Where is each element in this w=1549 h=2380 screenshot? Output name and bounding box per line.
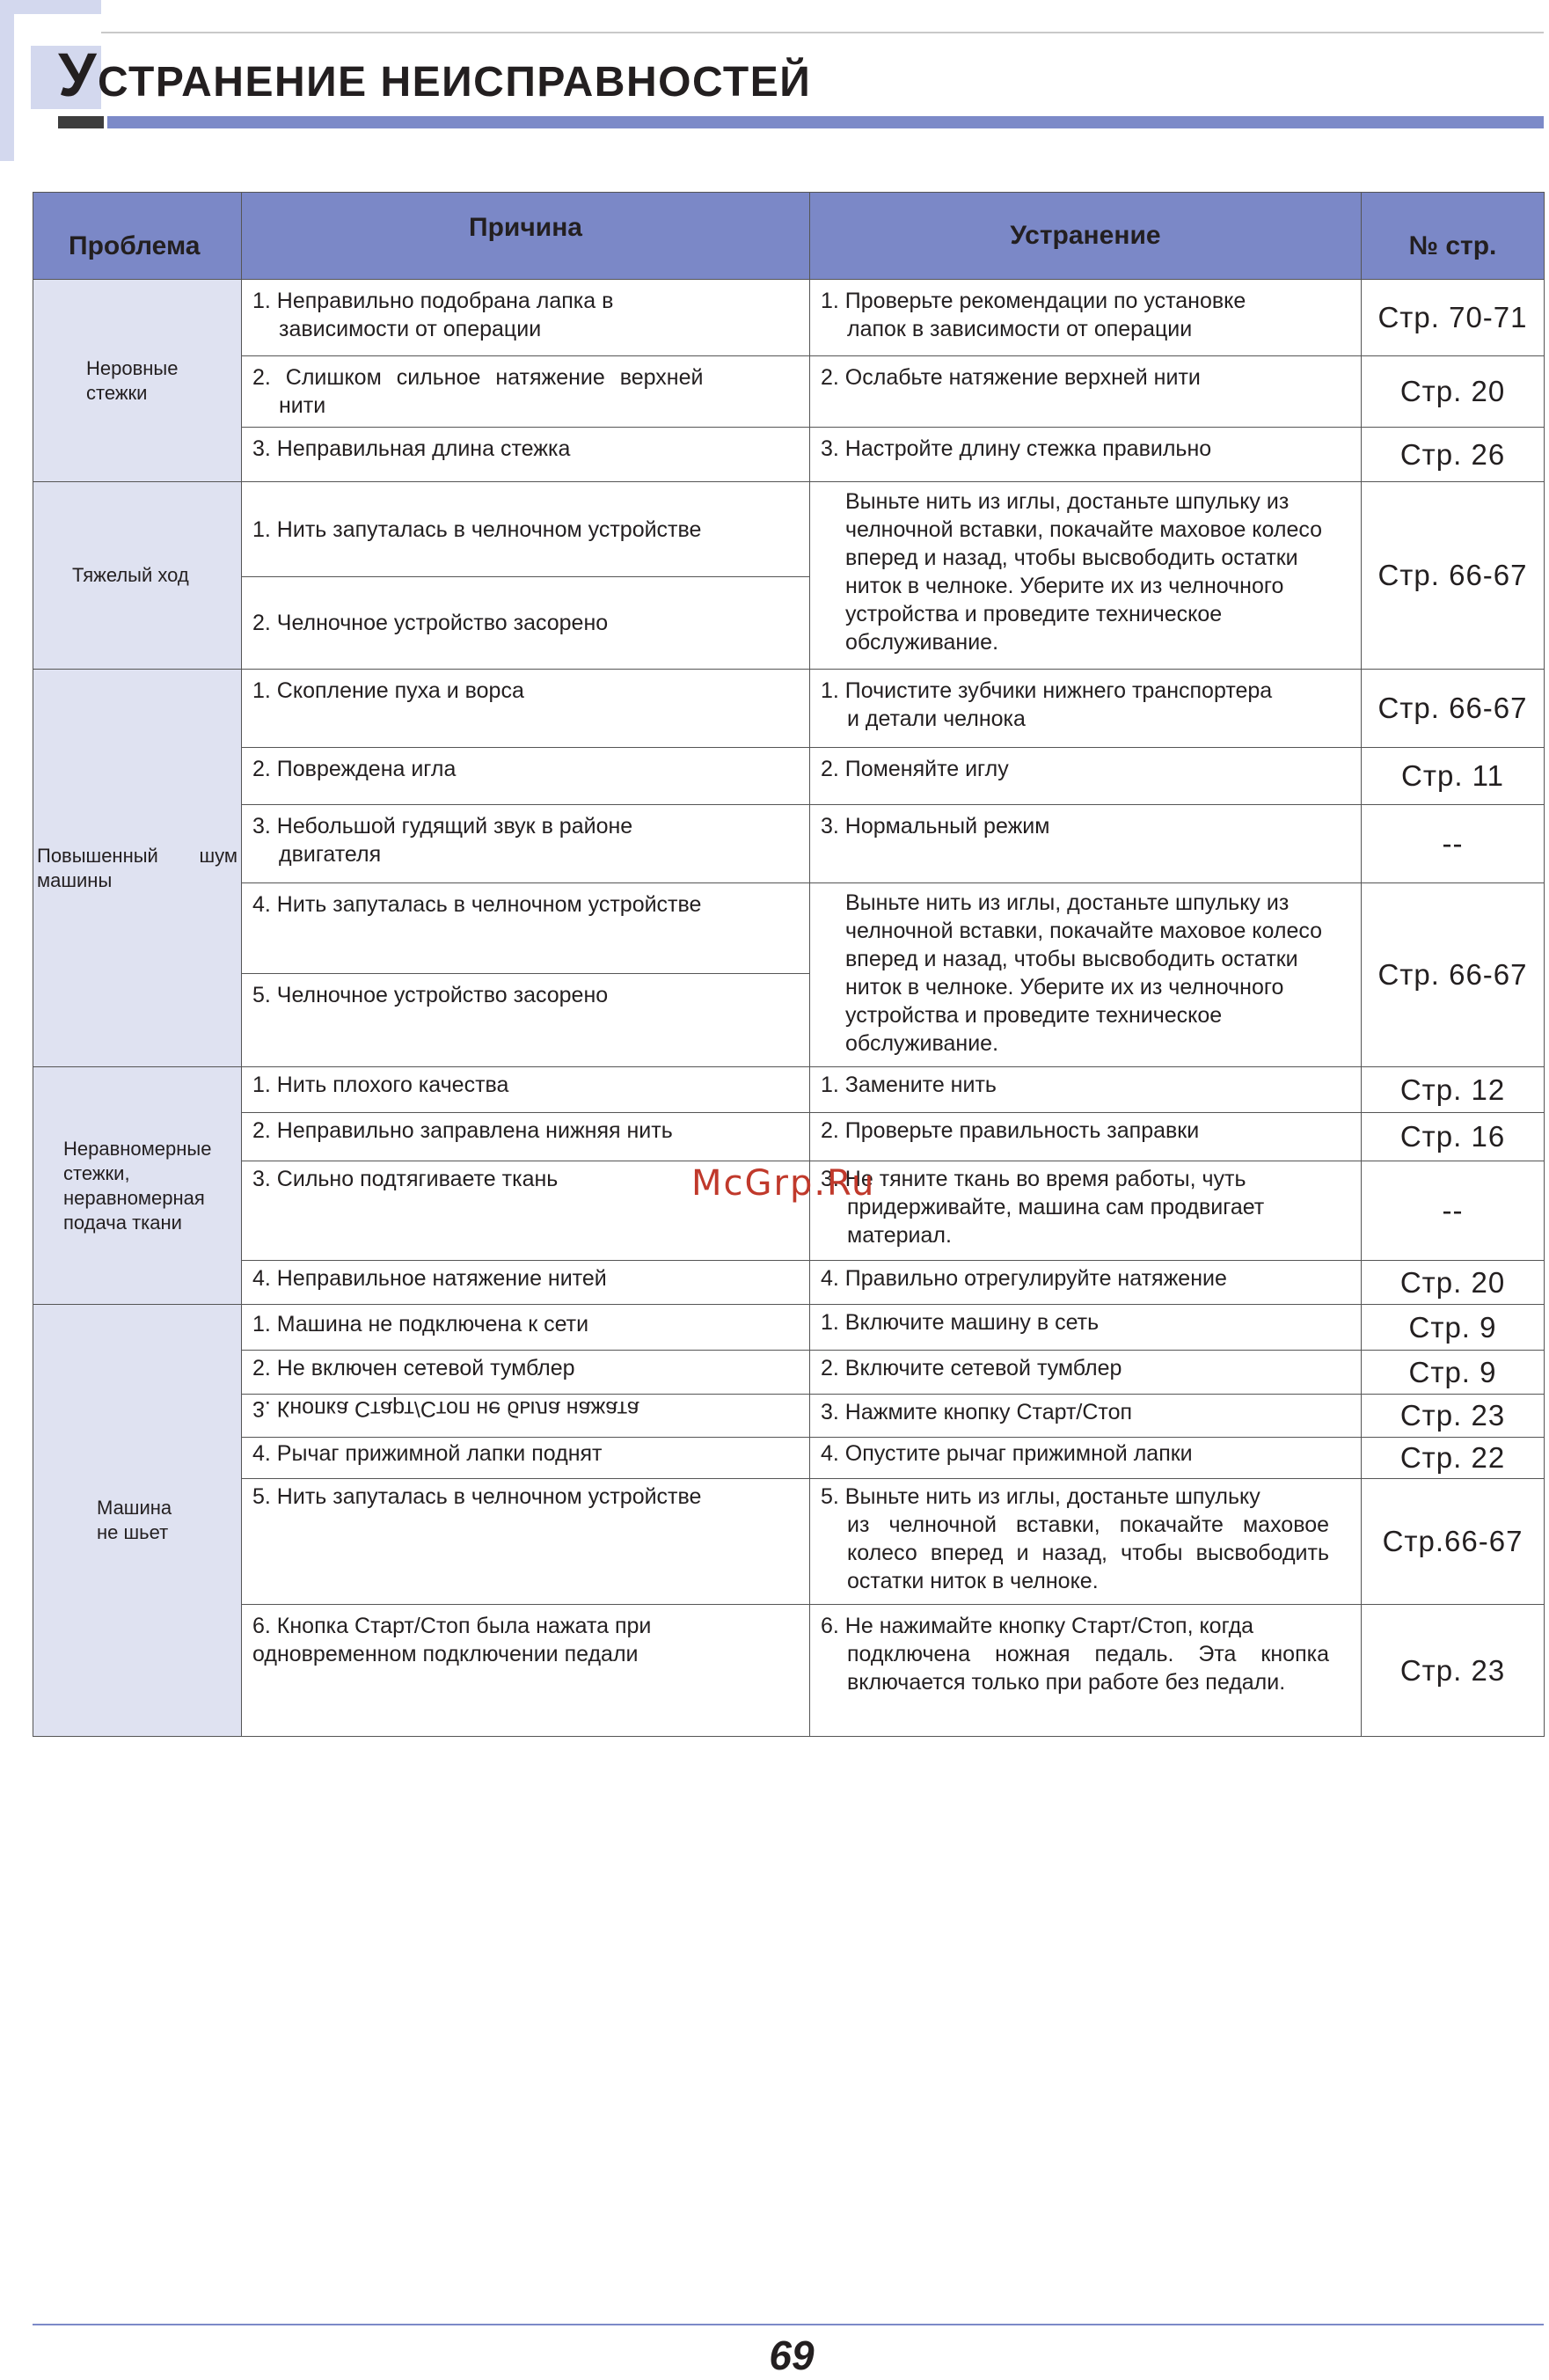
problem-line: Неровные xyxy=(86,356,179,379)
page-cell: Стр. 66-67 xyxy=(1362,670,1545,748)
problem-line: стежки xyxy=(86,381,148,404)
page-cell: Стр. 12 xyxy=(1362,1067,1545,1113)
remedy-cell: 3. Нормальный режим xyxy=(810,805,1362,883)
cause-cell xyxy=(242,280,810,356)
cause-cell: 1. Нить плохого качества xyxy=(242,1067,810,1113)
table-row xyxy=(33,1395,1545,1438)
remedy-cell: 2. Ослабьте натяжение верхней нити xyxy=(810,356,1362,428)
page-cell: -- xyxy=(1362,1161,1545,1261)
title-first-letter: У xyxy=(58,40,99,109)
table-row xyxy=(33,428,1545,482)
remedy-cell: Выньте нить из иглы, достаньте шпульку из челночной вставки, покачайте маховое колесо вперед и назад, чтобы высвободить остатки ниток в челноке. Уберите их из челночного устройства и проведите техническое обслуживание. xyxy=(810,883,1362,1067)
page-cell: Стр. 11 xyxy=(1362,748,1545,805)
page-cell: Стр.66-67 xyxy=(1362,1479,1545,1605)
cause-cell: 1. Машина не подключена к сети xyxy=(242,1305,810,1351)
cause-text: двигателя xyxy=(279,842,382,867)
problem-cell: Тяжелый ход xyxy=(33,482,242,670)
remedy-text: и детали челнока xyxy=(847,707,1026,731)
cause-text: зависимости от операции xyxy=(279,317,542,341)
remedy-cell xyxy=(810,1479,1362,1605)
problem-cell xyxy=(33,1305,242,1737)
remedy-text: материал. xyxy=(847,1223,952,1248)
problem-line: Машина xyxy=(97,1497,172,1519)
cause-text: 1. Неправильно подобрана лапка в xyxy=(252,289,614,313)
cause-cell: 1. Скопление пуха и ворса xyxy=(242,670,810,748)
cause-cell: 4. Неправильное натяжение нитей xyxy=(242,1261,810,1305)
remedy-cell: 3. Настройте длину стежка правильно xyxy=(810,428,1362,482)
remedy-cell xyxy=(810,670,1362,748)
remedy-cell: 1. Замените нить xyxy=(810,1067,1362,1113)
cause-cell: 6. Кнопка Старт/Стоп была нажата при одновременном подключении педали xyxy=(242,1605,810,1737)
page-cell: Стр. 70-71 xyxy=(1362,280,1545,356)
cause-cell: 5. Челночное устройство засорено xyxy=(242,974,810,1067)
table-row xyxy=(33,482,1545,577)
remedy-cell: 2. Включите сетевой тумблер xyxy=(810,1351,1362,1395)
page-cell: Стр. 23 xyxy=(1362,1395,1545,1438)
remedy-cell xyxy=(810,1605,1362,1737)
remedy-text: 5. Выньте нить из иглы, достаньте шпульку xyxy=(821,1484,1260,1509)
page-cell: Стр. 20 xyxy=(1362,1261,1545,1305)
page-cell: Стр. 22 xyxy=(1362,1438,1545,1479)
page-cell: Стр. 66-67 xyxy=(1362,883,1545,1067)
page-cell: Стр. 9 xyxy=(1362,1305,1545,1351)
watermark: McGrp.Ru xyxy=(691,1163,876,1204)
title-underline-dark xyxy=(58,116,104,128)
page-number: 69 xyxy=(769,2332,815,2378)
problem-line: стежки, xyxy=(63,1161,130,1184)
remedy-text: лапок в зависимости от операции xyxy=(847,317,1193,341)
problem-cell xyxy=(33,280,242,482)
table-row xyxy=(33,748,1545,805)
page-cell: -- xyxy=(1362,805,1545,883)
remedy-cell: 2. Поменяйте иглу xyxy=(810,748,1362,805)
troubleshooting-table xyxy=(33,192,1545,1737)
cause-cell xyxy=(242,805,810,883)
remedy-cell: 4. Правильно отрегулируйте натяжение xyxy=(810,1261,1362,1305)
table-row xyxy=(33,1067,1545,1113)
page-cell: Стр. 20 xyxy=(1362,356,1545,428)
problem-line: Неравномерные xyxy=(63,1137,212,1160)
table-row xyxy=(33,1438,1545,1479)
table-row xyxy=(33,883,1545,974)
cause-cell: 4. Рычаг прижимной лапки поднят xyxy=(242,1438,810,1479)
remedy-cell xyxy=(810,280,1362,356)
page-cell: Стр. 23 xyxy=(1362,1605,1545,1737)
table-row xyxy=(33,1605,1545,1737)
cause-cell: 3. Неправильная длина стежка xyxy=(242,428,810,482)
remedy-text: придерживайте, машина сам продвигает xyxy=(847,1195,1265,1219)
cause-text: 3. Небольшой гудящий звук в районе xyxy=(252,814,633,838)
cause-cell: 3. Сильно подтягиваете ткань xyxy=(242,1161,810,1261)
table-header-row xyxy=(33,193,1545,280)
footer-rule xyxy=(33,2324,1544,2325)
problem-cell xyxy=(33,1067,242,1305)
page-cell: Стр. 26 xyxy=(1362,428,1545,482)
problem-text: Повышенный шум машины xyxy=(37,844,237,891)
remedy-text: из челночной вставки, покачайте маховое колесо вперед и назад, чтобы высвободить остатки ниток в челноке. xyxy=(847,1512,1329,1593)
page-cell: Стр. 9 xyxy=(1362,1351,1545,1395)
remedy-text: подключена ножная педаль. Эта кнопка включается только при работе без педали. xyxy=(847,1642,1329,1695)
remedy-cell: Выньте нить из иглы, достаньте шпульку из челночной вставки, покачайте маховое колесо вперед и назад, чтобы высвободить остатки ниток в челноке. Уберите их из челночного устройства и проведите техническое обслуживание. xyxy=(810,482,1362,670)
cause-cell: 4. Нить запуталась в челночном устройстве xyxy=(242,883,810,974)
table-row xyxy=(33,356,1545,428)
remedy-text: 3. Не тяните ткань во время работы, чуть xyxy=(821,1167,1246,1191)
table-row xyxy=(33,1351,1545,1395)
title-underline-blue xyxy=(107,116,1544,128)
title-rest: СТРАНЕНИЕ НЕИСПРАВНОСТЕЙ xyxy=(98,59,812,106)
cause-cell: 2. Неправильно заправлена нижняя нить xyxy=(242,1113,810,1161)
table-row xyxy=(33,1261,1545,1305)
remedy-cell: 3. Нажмите кнопку Старт/Стоп xyxy=(810,1395,1362,1438)
page-cell: Стр. 66-67 xyxy=(1362,482,1545,670)
problem-line: подача ткани xyxy=(63,1211,182,1234)
cause-cell: 1. Нить запуталась в челночном устройстве xyxy=(242,482,810,577)
table-row xyxy=(33,1305,1545,1351)
remedy-cell xyxy=(810,1161,1362,1261)
table-row xyxy=(33,1113,1545,1161)
top-rule xyxy=(101,32,1544,33)
cause-cell: 2. Не включен сетевой тумблер xyxy=(242,1351,810,1395)
remedy-text: 1. Почистите зубчики нижнего транспортера xyxy=(821,678,1273,703)
header-problem: Проблема xyxy=(33,193,242,280)
problem-line: не шьет xyxy=(97,1521,169,1543)
remedy-text: 1. Проверьте рекомендации по установке xyxy=(821,289,1246,313)
cause-text-inverted: 3. Кнопка Старт/Стоп не была нажата xyxy=(252,1396,639,1421)
cause-cell: 2. Челночное устройство засорено xyxy=(242,577,810,670)
page-title xyxy=(58,40,812,109)
remedy-text: 6. Не нажимайте кнопку Старт/Стоп, когда xyxy=(821,1614,1254,1638)
table-row xyxy=(33,805,1545,883)
cause-text: 2. Слишком сильное натяжение верхней xyxy=(252,365,704,390)
page-cell: Стр. 16 xyxy=(1362,1113,1545,1161)
remedy-cell: 2. Проверьте правильность заправки xyxy=(810,1113,1362,1161)
cause-cell xyxy=(242,356,810,428)
problem-cell xyxy=(33,670,242,1067)
remedy-cell: 4. Опустите рычаг прижимной лапки xyxy=(810,1438,1362,1479)
table-row xyxy=(33,670,1545,748)
table-row xyxy=(33,1479,1545,1605)
header-page: № стр. xyxy=(1362,193,1545,280)
cause-cell: 5. Нить запуталась в челночном устройстве xyxy=(242,1479,810,1605)
problem-line: неравномерная xyxy=(63,1186,205,1209)
header-remedy: Устранение xyxy=(810,193,1362,280)
table-row xyxy=(33,280,1545,356)
cause-cell xyxy=(242,1395,810,1438)
remedy-cell: 1. Включите машину в сеть xyxy=(810,1305,1362,1351)
cause-cell: 2. Повреждена игла xyxy=(242,748,810,805)
cause-text: нити xyxy=(279,393,326,418)
header-cause: Причина xyxy=(242,193,810,280)
